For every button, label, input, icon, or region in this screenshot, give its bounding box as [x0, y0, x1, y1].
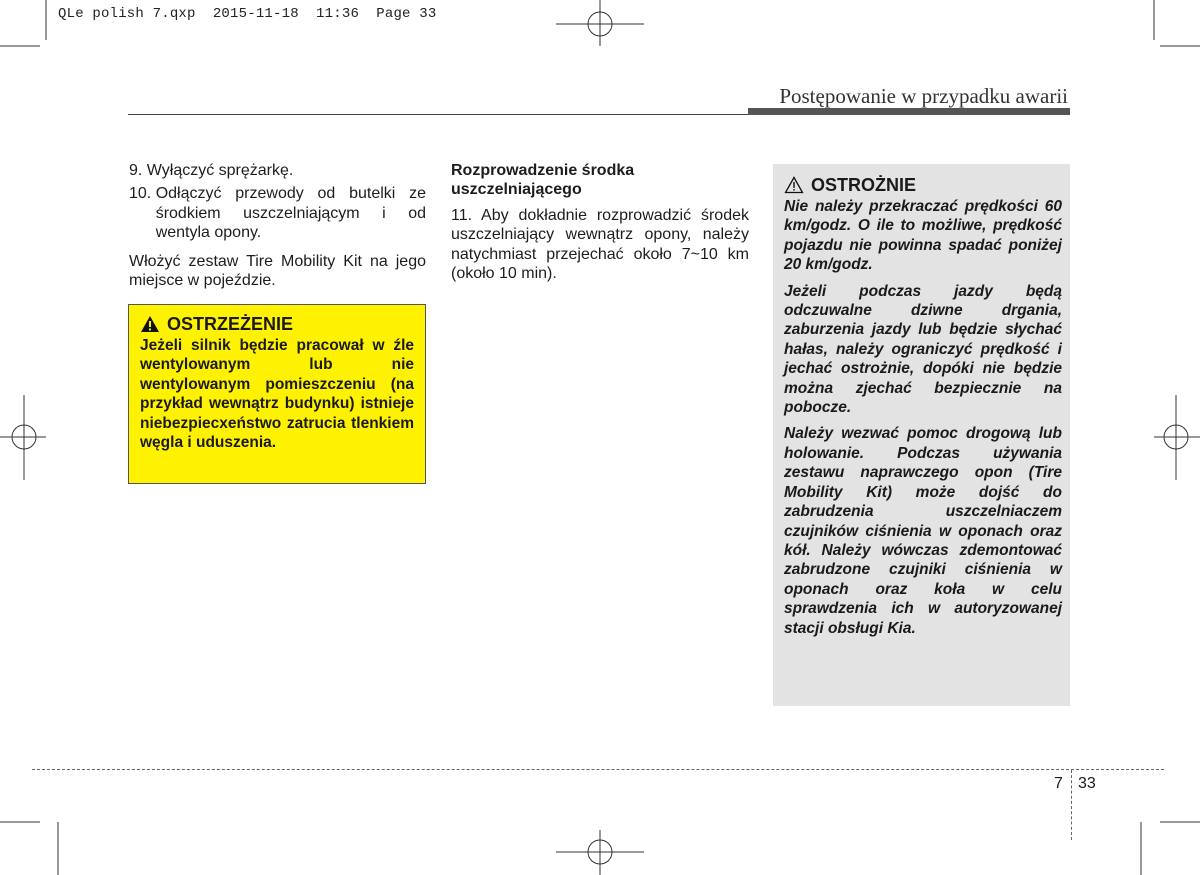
- step-number: 9.: [129, 162, 147, 179]
- registration-target-left: [0, 395, 46, 480]
- caution-paragraph: Jeżeli podczas jazdy będą odczuwalne dziwne drgania, zaburzenia jazdy lub będzie słychać hałas, należy ograniczyć prędkość i jechać ostrożnie, dopóki nie będzie można zjechać bezpiecznie na pobocze.: [784, 282, 1062, 417]
- step-text: Odłączyć przewody od butelki ze środkiem uszczelniającym i od wentyla opony.: [155, 185, 426, 242]
- caution-title: [784, 174, 1062, 196]
- caution-paragraph: Nie należy przekraczać prędkości 60 km/godz. O ile to możliwe, prędkość pojazdu nie powinna spadać poniżej 20 km/godz.: [784, 198, 1062, 274]
- footer-rule: [32, 769, 1164, 770]
- step-10: [129, 184, 426, 242]
- registration-target-bottom: [556, 830, 644, 875]
- warning-triangle-icon: [140, 315, 160, 333]
- warning-title: [140, 313, 414, 335]
- step-11: [451, 206, 749, 284]
- section-subheading: Rozprowadzenie środka uszczelniającego: [451, 162, 635, 198]
- step-text: Wyłączyć sprężarkę.: [146, 162, 294, 179]
- caution-paragraph: Należy wezwać pomoc drogową lub holowanie. Podczas używania zestawu naprawczego opon (Tire Mobility Kit) może dojść do zabrudzenia uszczelniaczem czujników ciśnienia w oponach oraz kół. Należy wówczas zdemontować zabrudzone czujniki ciśnienia w oponach oraz koła w celu sprawdzenia ich w autoryzowanej stacji obsługi Kia.: [784, 425, 1062, 637]
- page-number: 33: [1078, 775, 1096, 792]
- step-9: [129, 161, 426, 180]
- caution-box: [773, 164, 1070, 706]
- column-left: [129, 161, 426, 290]
- step-number: 10.: [129, 185, 156, 203]
- caution-triangle-icon: [784, 176, 804, 194]
- running-head: Postępowanie w przypadku awarii: [779, 84, 1068, 108]
- registration-target-top: [556, 0, 644, 46]
- warning-title-text: OSTRZEŻENIE: [167, 314, 294, 334]
- step-text: Aby dokładnie rozprowadzić środek uszczelniający wewnątrz opony, należy natychmiast przejechać około 7~10 km (około 10 min).: [451, 207, 749, 283]
- chapter-number: 7: [1054, 775, 1063, 792]
- registration-target-right: [1154, 395, 1200, 480]
- paragraph: Włożyć zestaw Tire Mobility Kit na jego miejsce w pojeździe.: [129, 252, 426, 290]
- warning-text: Jeżeli silnik będzie pracował w źle wentylowanym lub nie wentylowanym pomieszczeniu (na przykład wewnątrz budynku) istnieje niebezpiecxeństwo zatrucia tlenkiem węgla i uduszenia.: [140, 337, 414, 452]
- column-middle: [451, 161, 749, 284]
- header-rule-accent: [748, 108, 1070, 115]
- warning-box: [128, 304, 426, 484]
- step-number: 11.: [451, 207, 482, 224]
- page-number-divider: [1071, 770, 1072, 840]
- caution-title-text: OSTROŻNIE: [811, 175, 917, 195]
- caution-text: [784, 197, 1062, 638]
- print-slug: QLe polish 7.qxp 2015-11-18 11:36 Page 33: [58, 6, 437, 22]
